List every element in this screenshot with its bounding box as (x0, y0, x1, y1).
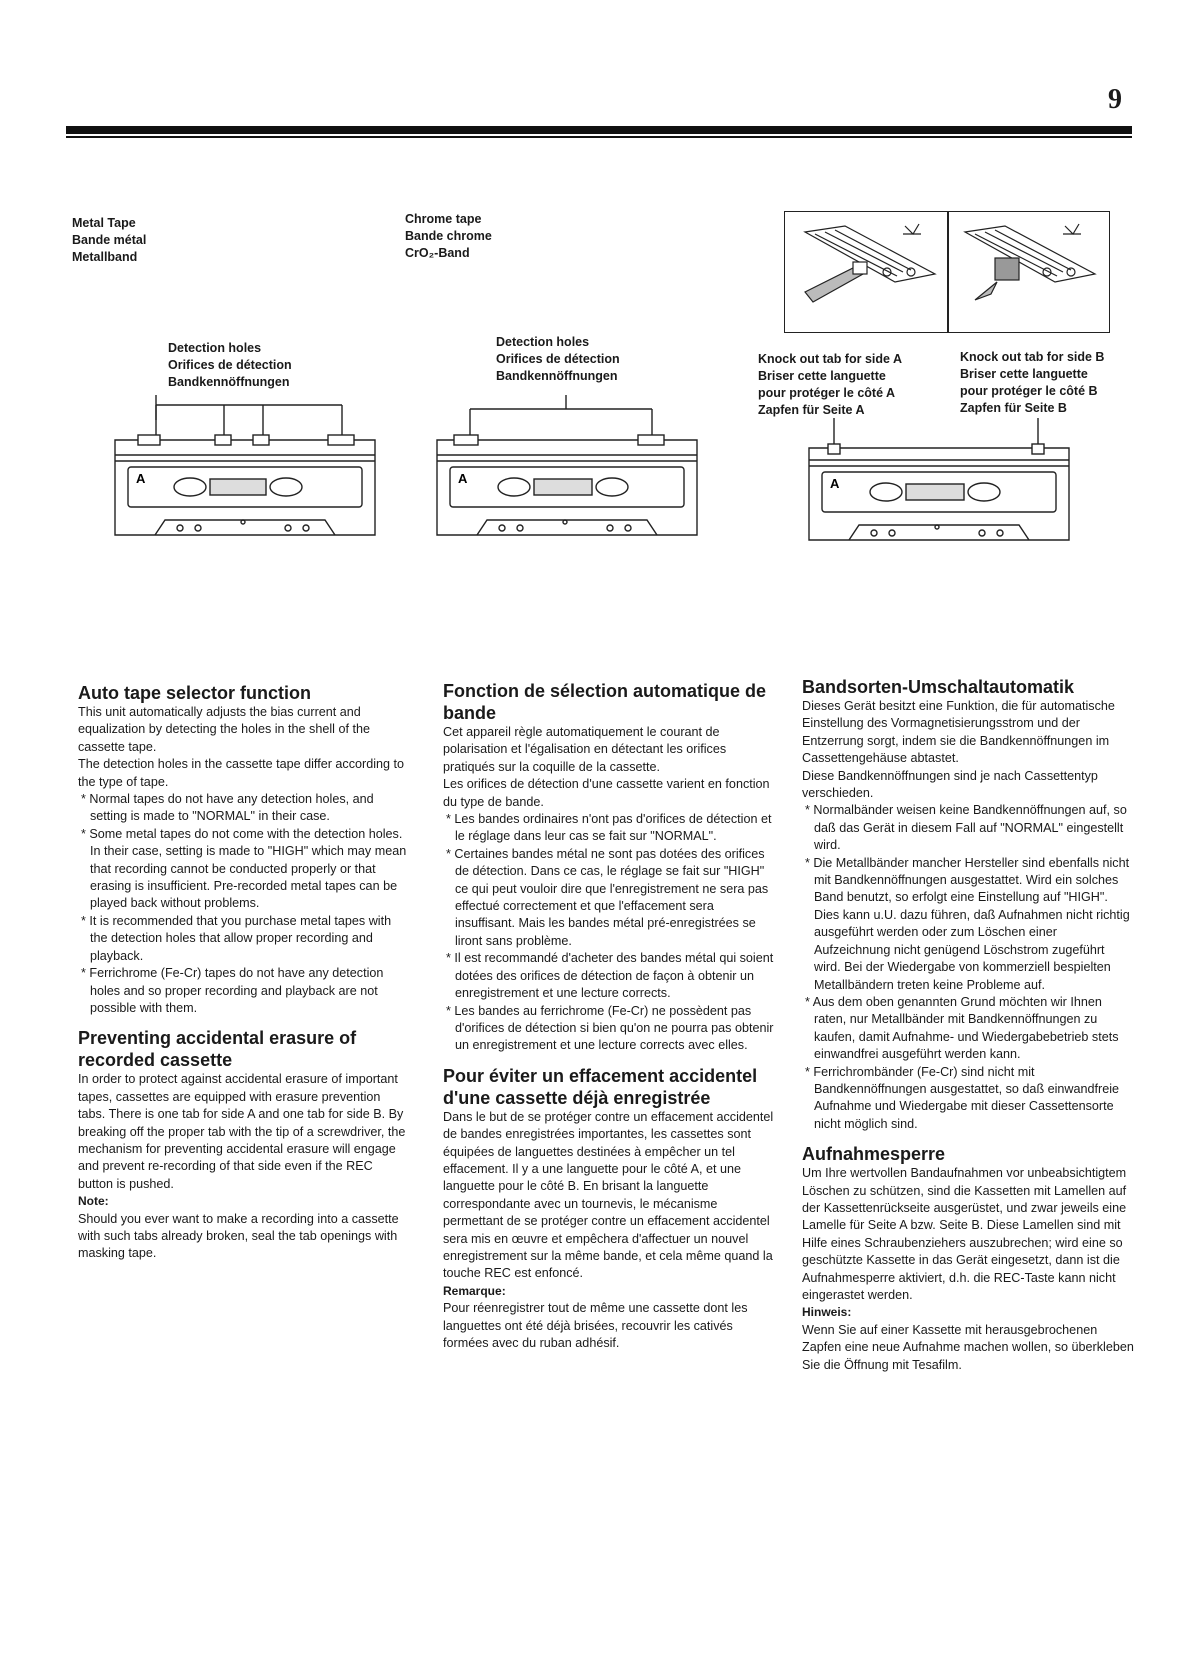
french-note-label: Remarque: (443, 1283, 506, 1298)
english-note-label: Note: (78, 1194, 109, 1209)
english-bullet: * It is recommended that you purchase metal tapes with the detection holes that allow proper recording and playback. (81, 913, 392, 963)
english-note: Should you ever want to make a recording into a cassette with such tabs already broken, seal the tab openings with masking tape. (78, 1211, 399, 1261)
english-heading-2: Preventing accidental erasure of recorded cassette (78, 1028, 357, 1071)
german-bullet: * Aus dem oben genannten Grund möchten wir Ihnen raten, nur Metallbänder mit Bandkennöffnungen zu kaufen, damit Aufnahme- und Wiedergabebetrieb stets einwandfrei ausgeführt werden kann. (805, 994, 1119, 1062)
cassette-metal-drawing (110, 395, 380, 555)
french-paragraph-1: Cet appareil règle automatiquement le courant de polarisation et l'égalisation en détectant les orifices pratiqués sur la coquille de la cassette. (443, 725, 727, 774)
french-heading-1: Fonction de sélection automatique de bande (443, 681, 767, 723)
german-note-label: Hinweis: (802, 1305, 852, 1320)
cassette-tabs-drawing (804, 418, 1074, 558)
metal-tape-label: Metal Tape Bande métal Metallband (72, 216, 147, 264)
header-rule-thin (66, 136, 1132, 138)
english-paragraph-1: This unit automatically adjusts the bias current and equalization by detecting the holes in the shell of the cassette tape. (78, 705, 370, 754)
german-heading-2: Aufnahmesperre (802, 1144, 946, 1165)
german-note: Wenn Sie auf einer Kassette mit herausgebrochenen Zapfen eine neue Aufnahme machen wollen, so überkleben Sie die Öffnung mit Tesafilm. (802, 1322, 1134, 1372)
french-bullet: * Les bandes ordinaires n'ont pas d'orifices de détection et le réglage dans leur cas se fait sur "NORMAL". (446, 812, 772, 844)
french-bullet: * Il est recommandé d'acheter des bandes métal qui soient dotées des orifices de détection de façon à obtenir un enregistrement et une lecture corrects. (446, 951, 774, 1001)
chrome-tape-label: Chrome tape Bande chrome CrO₂-Band (405, 212, 492, 260)
german-bullet: * Die Metallbänder mancher Hersteller sind ebenfalls nicht mit Bandkennöffnungen ausgestattet. Wird ein solches Band benutzt, so erfolgt eine Einstellung auf "HIGH". Dies kann u.U. dazu führen, daß Aufnahmen nicht richtig ausgeführt werden oder zum Löschen einer Aufzeichnung nicht genügend Löschstrom zugeführt wird. Bei der Wiedergabe von kommerziell bespielten Metallbändern treten keine Probleme auf. (805, 855, 1130, 992)
french-paragraph-3: Dans le but de se protéger contre un effacement accidentel de bandes enregistrées importantes, les cassettes sont équipées de languettes destinées à empêcher un tel effacement. Il y a une languette pour le côté A, et une languette pour le côté B. En brisant la languette correspondante avec un tournevis, le mécanisme permettant de se protéger contre un effacement accidentel sera mis en œuvre et empêchera d'affectuer un nouvel enregistrement sur la même bande, et cela même quand la touche REC est enfoncé. (443, 1109, 774, 1281)
header-rule (66, 126, 1132, 134)
german-bullet: * Ferrichrombänder (Fe-Cr) sind nicht mit Bandkennöffnungen ausgestattet, so daß einwandfreie Aufnahme und Wiedergabe mit dieser Cassettensorte nicht möglich sind. (805, 1064, 1120, 1131)
cassette-chrome-drawing (432, 395, 702, 555)
german-paragraph-3: Um Ihre wertvollen Bandaufnahmen vor unbeabsichtigtem Löschen zu schützen, sind die Kassetten mit Lamellen auf der Kassettenrückseite ausgerüstet, und zwar jeweils eine Lamelle für Seite A bzw. Seite B. Diese Lamellen sind mit Hilfe eines Schraubenziehers auszubrechen; wird eine so geschützte Kassette in das Gerät eingesetzt, dann ist die Aufnahmesperre aktiviert, d.h. die REC-Taste kann nicht eingerastet werden. (802, 1166, 1127, 1302)
tab-b-label: Knock out tab for side B Briser cette languette pour protéger le côté B Zapfen für Seite B (960, 350, 1105, 415)
english-bullet: * Some metal tapes do not come with the detection holes. In their case, setting is made to "HIGH" which may mean that recording cannot be conducted properly or that erasing is insufficient. Pre-recorded metal tapes can be played back without problems. (81, 826, 407, 911)
french-column (443, 680, 775, 1352)
english-heading-1: Auto tape selector function (78, 683, 312, 703)
english-bullet: * Ferrichrome (Fe-Cr) tapes do not have any detection holes and so proper recording and playback are not possible with them. (81, 966, 384, 1015)
french-bullet: * Les bandes au ferrichrome (Fe-Cr) ne possèdent pas d'orifices de détection si bien qu'on ne pourra pas obtenir un enregistrement et une lecture corrects avec elles. (446, 1003, 774, 1053)
cassette-side-label: A (830, 476, 840, 491)
detection-holes-label-1: Detection holes Orifices de détection Bandkennöffnungen (168, 341, 292, 389)
german-bullet: * Normalbänder weisen keine Bandkennöffnungen auf, so daß das Gerät in diesem Fall auf "NORMAL" eingestellt wird. (805, 803, 1127, 853)
english-paragraph-2: The detection holes in the cassette tape differ according to the type of tape. (78, 757, 405, 789)
tab-a-label: Knock out tab for side A Briser cette languette pour protéger le côté A Zapfen für Seite A (758, 352, 902, 417)
tab-knockout-drawing (785, 212, 1109, 332)
german-paragraph-1: Dieses Gerät besitzt eine Funktion, die für automatische Einstellung des Vormagnetisierungsstrom und der Entzerrung sorgt, indem sie die Bandkennöffnungen im Cassettengehäuse abtastet. (802, 699, 1115, 766)
german-paragraph-2: Diese Bandkennöffnungen sind je nach Cassettentyp verschieden. (802, 768, 1098, 801)
english-paragraph-3: In order to protect against accidental erasure of important tapes, cassettes are equipped with erasure prevention tabs. There is one tab for side A and one tab for side B. By breaking off the proper tab with the tip of a screwdriver, the mechanism for preventing accidental erasure will engage and prevent re-recording of that side even if the REC button is pushed. (78, 1072, 406, 1191)
german-heading-1: Bandsorten-Umschaltautomatik (802, 677, 1075, 697)
french-bullet: * Certaines bandes métal ne sont pas dotées des orifices de détection. Dans ce cas, le réglage se fait sur "HIGH" ce qui peut vouloir dire que l'enregistrement ne sera pas effectué correctement et que l'effacement sera insuffisant. Mais les bandes métal pré-enregistrées se liront sans problème. (446, 846, 769, 948)
cassette-side-label: A (136, 471, 146, 486)
english-bullet: * Normal tapes do not have any detection holes, and setting is made to "NORMAL" in their case. (81, 792, 374, 824)
page-number: 9 (1108, 84, 1122, 115)
detection-holes-label-2: Detection holes Orifices de détection Bandkennöffnungen (496, 335, 620, 383)
tab-knockout-illustration (784, 211, 1110, 333)
french-paragraph-2: Les orifices de détection d'une cassette varient en fonction du type de bande. (443, 777, 770, 809)
french-heading-2: Pour éviter un effacement accidentel d'une cassette déjà enregistrée (443, 1065, 758, 1108)
french-note: Pour réenregistrer tout de même une cassette dont les languettes ont été déjà brisées, recouvrir les cativés formées avec du ruban adhésif. (443, 1301, 748, 1350)
english-column (78, 682, 410, 1263)
german-column (802, 676, 1134, 1374)
cassette-side-label: A (458, 471, 468, 486)
